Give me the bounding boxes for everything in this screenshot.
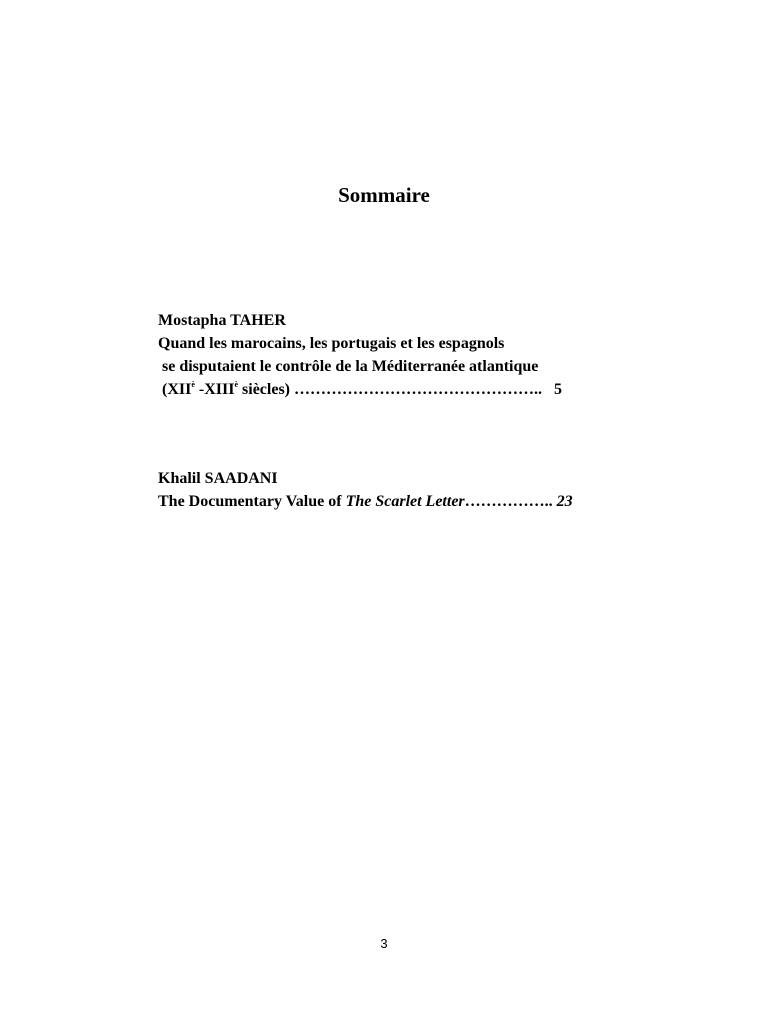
toc-entry	[158, 309, 648, 401]
century-open: (XII	[162, 381, 192, 398]
century-rest: siècles)	[238, 381, 291, 398]
dot-leader: ……………..	[464, 493, 553, 510]
entry-title-prefix: The Documentary Value of	[158, 493, 346, 510]
entry-title-line	[158, 490, 648, 513]
dot-leader: ………………………………………..	[294, 381, 543, 398]
entry-title-line	[158, 378, 648, 401]
page-reference: 23	[556, 493, 573, 510]
entry-title-line: se disputaient le contrôle de la Méditerranée atlantique	[162, 358, 539, 375]
entry-author: Mostapha TAHER	[158, 312, 286, 329]
ordinal-superscript: è	[234, 380, 239, 389]
entry-title-line: Quand les marocains, les portugais et les espagnols	[158, 335, 505, 352]
page-number: 3	[380, 936, 388, 951]
ordinal-superscript: è	[191, 380, 195, 389]
century-mid: -XIII	[194, 381, 235, 398]
entry-title-italic: The Scarlet Letter	[345, 493, 465, 510]
page-title: Sommaire	[338, 183, 430, 207]
entry-author: Khalil SAADANI	[158, 470, 278, 487]
toc-entry	[158, 467, 648, 513]
page-reference: 5	[554, 381, 563, 398]
